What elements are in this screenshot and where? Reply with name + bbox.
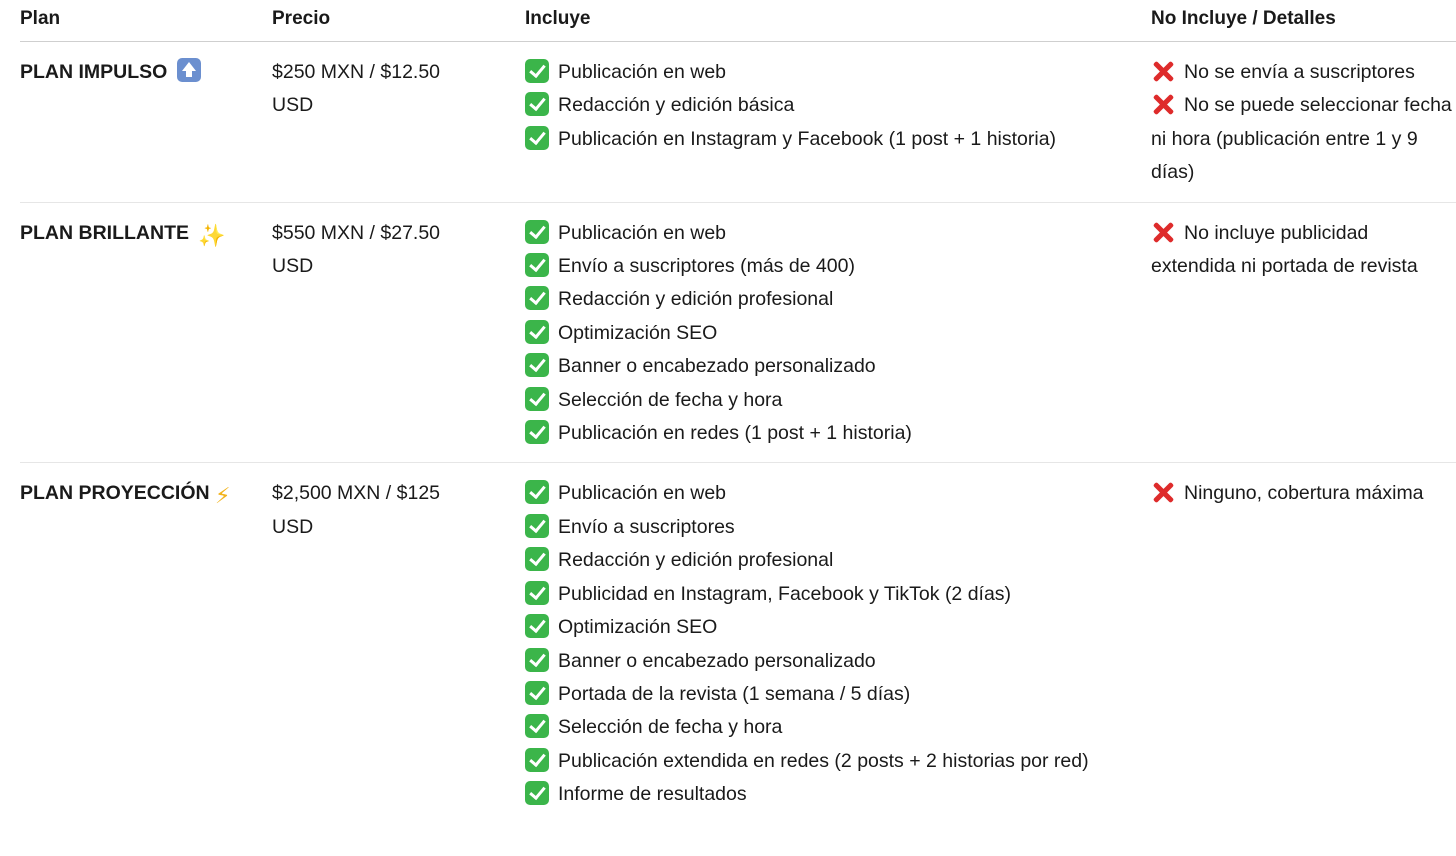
- plan-name: PLAN BRILLANTE: [20, 221, 189, 244]
- plan-name: PLAN PROYECCIÓN: [20, 482, 210, 505]
- exclude-item-text: Ninguno, cobertura máxima: [1184, 482, 1424, 505]
- include-item-text: Publicación en web: [558, 482, 727, 505]
- include-item: [525, 678, 1091, 711]
- check-icon: [525, 681, 549, 705]
- price-cell: $2,500 MXN / $125 USD: [272, 482, 441, 538]
- include-item-text: Publicación extendida en redes (2 posts + 2 historias por red): [558, 749, 1089, 772]
- table-row: [20, 42, 1456, 203]
- exclude-item-text: No se puede seleccionar fecha ni hora (publicación entre 1 y 9 días): [1151, 94, 1452, 184]
- excludes-cell: [1151, 56, 1456, 190]
- check-icon: [525, 126, 549, 150]
- check-icon: [525, 92, 549, 116]
- check-icon: [525, 547, 549, 571]
- exclude-item: [1151, 89, 1456, 189]
- include-item: [525, 745, 1091, 778]
- plans-table: [20, 0, 1456, 824]
- header-includes: Incluye: [525, 8, 591, 29]
- include-item-text: Portada de la revista (1 semana / 5 días): [558, 682, 911, 705]
- check-icon: [525, 387, 549, 411]
- cross-icon: [1151, 220, 1175, 244]
- cross-icon: [1151, 92, 1175, 116]
- include-item-text: Optimización SEO: [558, 321, 718, 344]
- header-price: Precio: [272, 8, 331, 29]
- sparkles-icon: ✨: [198, 222, 226, 248]
- include-item: [525, 711, 1091, 744]
- check-icon: [525, 353, 549, 377]
- check-icon: [525, 59, 549, 83]
- check-icon: [525, 420, 549, 444]
- include-item-text: Redacción y edición profesional: [558, 549, 834, 572]
- plan-cell: [20, 217, 272, 451]
- check-icon: [525, 480, 549, 504]
- check-icon: [525, 514, 549, 538]
- plan-cell: [20, 56, 272, 190]
- includes-cell: [525, 217, 1151, 451]
- header-excludes: No Incluye / Detalles: [1151, 8, 1336, 29]
- cross-icon: [1151, 59, 1175, 83]
- include-item: [525, 611, 1091, 644]
- exclude-item: [1151, 217, 1456, 284]
- check-icon: [525, 581, 549, 605]
- include-item-text: Optimización SEO: [558, 616, 718, 639]
- include-item: [525, 217, 1091, 250]
- include-item-text: Envío a suscriptores: [558, 515, 735, 538]
- include-item-text: Publicación en web: [558, 221, 727, 244]
- check-icon: [525, 648, 549, 672]
- include-item: [525, 645, 1091, 678]
- table-row: [20, 203, 1456, 464]
- include-item: [525, 250, 1091, 283]
- include-item: [525, 511, 1091, 544]
- include-item-text: Redacción y edición básica: [558, 94, 795, 117]
- include-item: [525, 544, 1091, 577]
- check-icon: [525, 286, 549, 310]
- exclude-item-text: No se envía a suscriptores: [1184, 61, 1415, 83]
- check-icon: [525, 614, 549, 638]
- price-cell: $250 MXN / $12.50 USD: [272, 61, 441, 117]
- table-row: [20, 463, 1456, 823]
- lightning-icon: ⚡: [215, 483, 231, 509]
- check-icon: [525, 253, 549, 277]
- check-icon: [525, 781, 549, 805]
- excludes-cell: [1151, 477, 1456, 811]
- include-item-text: Banner o encabezado personalizado: [558, 355, 876, 378]
- include-item: [525, 56, 1091, 89]
- include-item: [525, 350, 1091, 383]
- price-cell: $550 MXN / $27.50 USD: [272, 221, 441, 278]
- include-item-text: Envío a suscriptores (más de 400): [558, 255, 855, 278]
- exclude-item-text: No incluye publicidad extendida ni portada de revista: [1151, 221, 1418, 278]
- include-item-text: Publicación en redes (1 post + 1 historia): [558, 422, 912, 445]
- include-item: [525, 417, 1091, 450]
- include-item: [525, 778, 1091, 811]
- include-item: [525, 384, 1091, 417]
- include-item-text: Banner o encabezado personalizado: [558, 649, 876, 672]
- include-item-text: Publicidad en Instagram, Facebook y TikTok (2 días): [558, 582, 1012, 605]
- include-item-text: Publicación en web: [558, 61, 727, 83]
- check-icon: [525, 748, 549, 772]
- plan-name: PLAN IMPULSO: [20, 61, 168, 83]
- include-item-text: Informe de resultados: [558, 783, 747, 806]
- include-item: [525, 578, 1091, 611]
- include-item-text: Publicación en Instagram y Facebook (1 post + 1 historia): [558, 127, 1057, 150]
- include-item: [525, 317, 1091, 350]
- includes-cell: [525, 477, 1151, 811]
- include-item: [525, 283, 1091, 316]
- up-arrow-icon: [177, 58, 201, 82]
- include-item-text: Redacción y edición profesional: [558, 288, 834, 311]
- include-item: [525, 89, 1091, 122]
- check-icon: [525, 220, 549, 244]
- include-item-text: Selección de fecha y hora: [558, 716, 783, 739]
- include-item: [525, 123, 1091, 156]
- include-item: [525, 477, 1091, 510]
- table-header-row: [20, 0, 1456, 42]
- exclude-item: [1151, 477, 1456, 510]
- include-item-text: Selección de fecha y hora: [558, 388, 783, 411]
- excludes-cell: [1151, 217, 1456, 451]
- exclude-item: [1151, 56, 1456, 89]
- check-icon: [525, 320, 549, 344]
- check-icon: [525, 714, 549, 738]
- cross-icon: [1151, 480, 1175, 504]
- includes-cell: [525, 56, 1151, 190]
- plan-cell: [20, 477, 272, 811]
- header-plan: Plan: [20, 8, 61, 29]
